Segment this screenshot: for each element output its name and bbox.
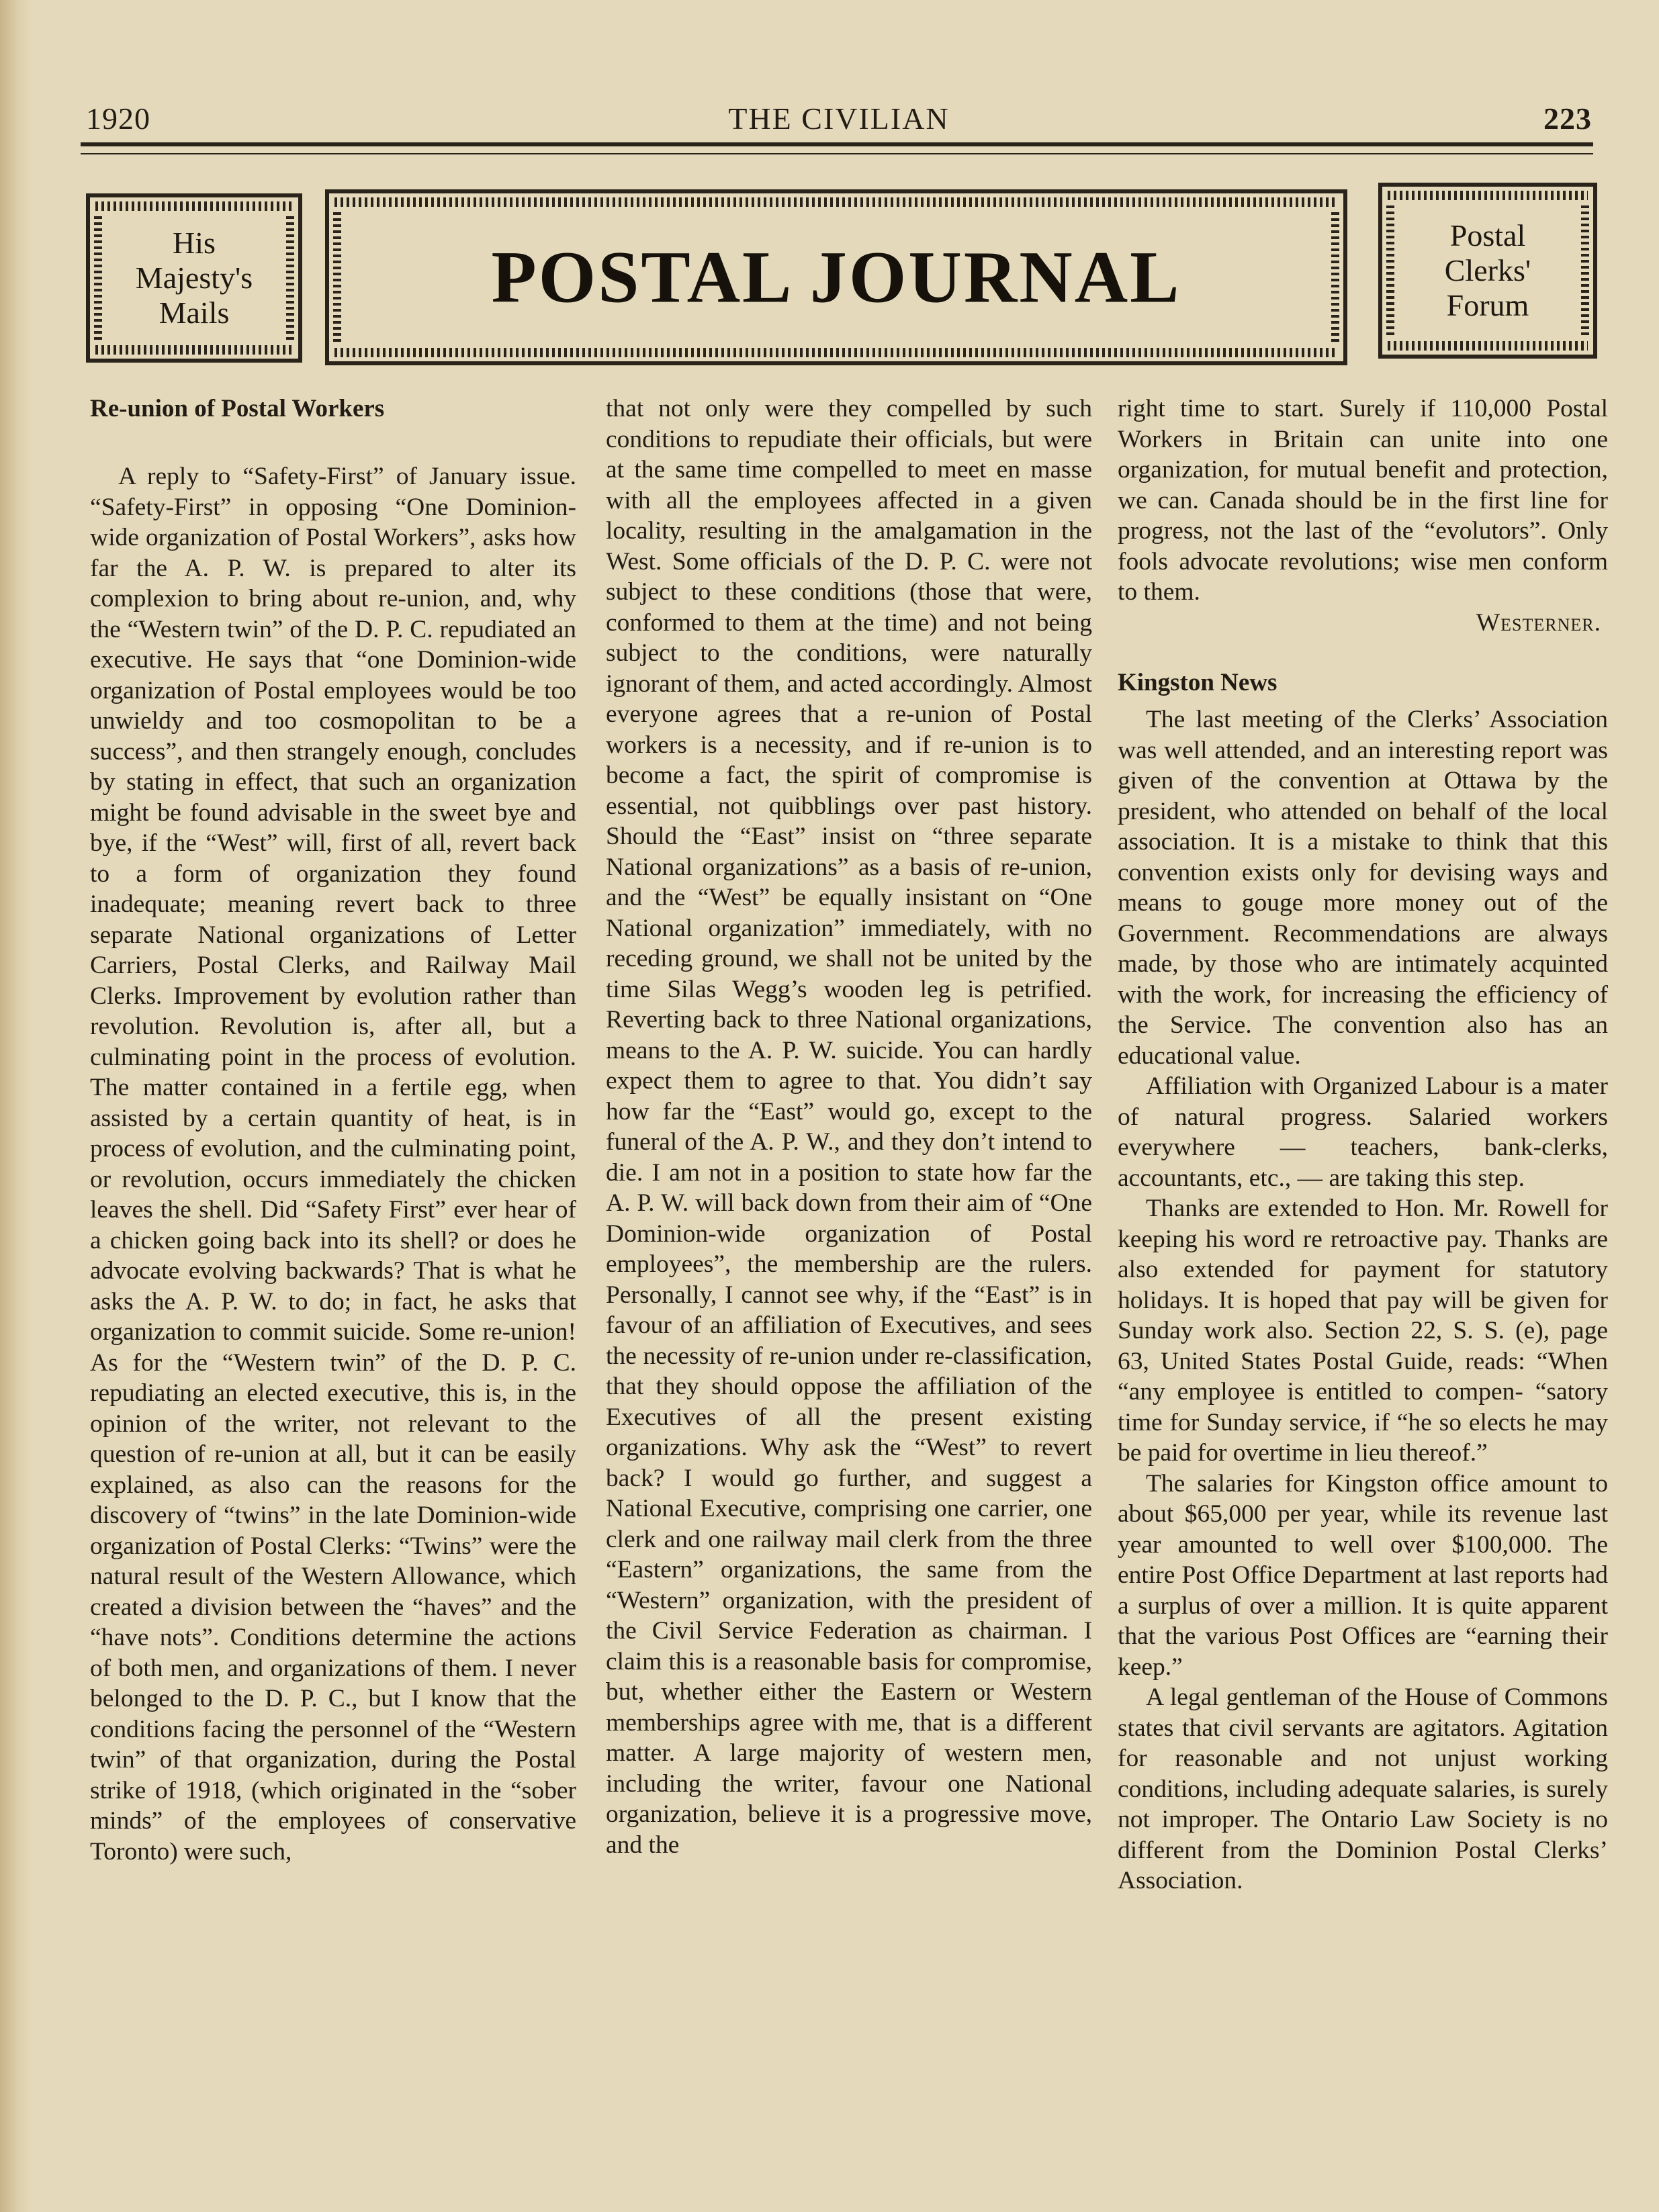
header-journal-title: THE CIVILIAN (728, 101, 950, 136)
column-3 (1118, 394, 1608, 1896)
banner-left-text (90, 226, 298, 330)
banner-right-box (1378, 183, 1597, 359)
header-page-number: 223 (1543, 101, 1592, 136)
banner-right-line: Postal (1449, 218, 1526, 252)
header-year: 1920 (86, 101, 150, 136)
column-2 (606, 394, 1092, 1860)
article-paragraph: Affiliation with Organized Labour is a mater of natural progress. Salaried workers everywhere — teachers, bank-clerks, accountants, etc., — are taking this step. (1118, 1072, 1608, 1192)
column-1 (90, 394, 576, 1867)
article-paragraph-continued: that not only were they compelled by such conditions to repudiate their officials, but were at the same time compelled to meet en masse with all the employees affected in a given locality, resulting in the amalgamation in the West. Some officials of the D. P. C. were not subject to these conditions (those that were, conformed to them at the time) and not being subject to the conditions, were naturally ignorant of them, and acted accordingly. Almost everyone agrees that a re-union of Postal workers is a necessity, and if re-union is to become a fact, the spirit of compromise is essential, not quibblings over past history. Should the “East” insist on “three separate National organizations” as a basis of re-union, and the “West” be equally insistant on “One National organization” immediately, with no receding ground, we shall not be united by the time Silas Wegg’s wooden leg is petrified. Reverting back to three National organizations, means to the A. P. W. suicide. You can hardly expect them to agree to that. You didn’t say how far the “East” would go, except to the funeral of the A. P. W., and they don’t intend to die. I am not in a position to state how far the A. P. W. will back down from their aim of “One Dominion-wide organization of Postal employees”, the membership are the rulers. Personally, I cannot see why, if the “East” is in favour of an affiliation of Executives, and sees the necessity of re-union under re-classification, that they should oppose the affiliation of the Executives of all the present existing organizations. Why ask the “West” to revert back? I would go further, and suggest a National Executive, comprising one carrier, one clerk and one railway mail clerk from the three “Eastern” organizations, the same from the “Western” organization, with the president of the Civil Service Federation as chairman. I claim this is a reasonable basis for compromise, but, whether either the Eastern or Western memberships agree with me, that is a different matter. A large majority of western men, including the writer, favour one National organization, believe it is a progressive move, and the (606, 395, 1092, 1859)
article-signature: Westerner. (1476, 608, 1601, 637)
article-paragraph: A legal gentleman of the House of Commons states that civil servants are agitators. Agitation for reasonable and not unjust working conditions, including adequate salaries, is surely not improper. The Ontario Law Society is no different from the Dominion Postal Clerks’ Association. (1118, 1684, 1608, 1894)
article-paragraph: The last meeting of the Clerks’ Association was well attended, and an interesting report was given of the convention at Ottawa by the president, who attended on behalf of the local association. It is a mistake to think that this convention exists only for devising ways and means to gouge more money out of the Government. Recommendations are always made, by those who are intimately acquinted with the work, for increasing the efficiency of the Service. The convention also has an educational value. (1118, 706, 1608, 1070)
running-header (86, 101, 1592, 145)
masthead-title: POSTAL JOURNAL (491, 236, 1181, 318)
banner-left-box (86, 193, 302, 363)
article-paragraph: A reply to “Safety-First” of January issue. “Safety-First” in opposing “One Dominion-wide organization of Postal Workers”, asks how far the A. P. W. is prepared to alter its complexion to bring about re-union, and, why the “Western twin” of the D. P. C. repudiated an executive. He says that “one Dominion-wide organization of Postal employees would be too unwieldy and too cosmopolitan to be a success”, and then strangely enough, concludes by stating in effect, that such an organization might be found advisable in the sweet bye and bye, if the “West” will, first of all, revert back to a form of organization they found inadequate; meaning revert back to three separate National organizations of Letter Carriers, Postal Clerks, and Railway Mail Clerks. Improvement by evolution rather than revolution. Revolution is, after all, but a culminating point in the process of evolution. The matter contained in a fertile egg, when assisted by a certain quantity of heat, is in process of evolution, and the culminating point, or revolution, occurs immediately the chicken leaves the shell. Did “Safety First” ever hear of a chicken going back into its shell? or does he advocate evolving backwards? That is what he asks the A. P. W. to do; in fact, he asks that organization to commit suicide. Some re-union! As for the “Western twin” of the D. P. C. repudiating an elected executive, this is, in the opinion of the writer, not relevant to the question of re-union at all, but it can be easily explained, as also can the reasons for the discovery of “twins” in the late Dominion-wide organization of Postal Clerks: “Twins” were the natural result of the Western Allowance, which created a division between the “haves” and the “have nots”. Conditions determine the actions of both men, and organizations of them. I never belonged to the D. P. C., but I know that the conditions facing the personnel of the “Western twin” of that organization, during the Postal strike of 1918, (which originated in the “sober minds” of the employees of conservative Toronto) were such, (90, 463, 576, 1865)
header-rule-thin (81, 153, 1593, 154)
banner-center-box (325, 189, 1347, 365)
banner-left-line: Mails (159, 295, 230, 330)
article-title-kingston: Kingston News (1118, 669, 1277, 696)
article-paragraph-continued: right time to start. Surely if 110,000 Postal Workers in Britain can unite into one organization, for mutual benefit and protection, we can. Canada should be in the first line for progress, not the last of the “evolutors”. Only fools advocate revolutions; wise men conform to them. (1118, 395, 1608, 606)
article-paragraph: Thanks are extended to Hon. Mr. Rowell for keeping his word re retroactive pay. Thanks are also extended for payment for statutory holidays. It is hoped that pay will be given for Sunday work also. Section 22, S. S. (e), page 63, United States Postal Guide, reads: “When “any employee is entitled to compen- “satory time for Sunday service, if “he so elects he may be paid for overtime in lieu thereof.” (1118, 1195, 1608, 1467)
banner-right-line: Forum (1446, 288, 1529, 322)
banner-left-line: Majesty's (135, 261, 253, 295)
banner-left-line: His (173, 226, 216, 260)
banner-right-line: Clerks' (1444, 253, 1531, 287)
article-paragraph: The salaries for Kingston office amount to about $65,000 per year, while its revenue last year amounted to well over $100,000. The entire Post Office Department at last reports had a surplus of over a million. It is quite apparent that the various Post Offices are “earning their keep.” (1118, 1469, 1608, 1681)
article-title-reunion: Re-union of Postal Workers (90, 395, 385, 422)
page-binding-edge (0, 0, 32, 2212)
header-rule-thick (81, 142, 1593, 146)
banner-right-text (1382, 218, 1593, 323)
